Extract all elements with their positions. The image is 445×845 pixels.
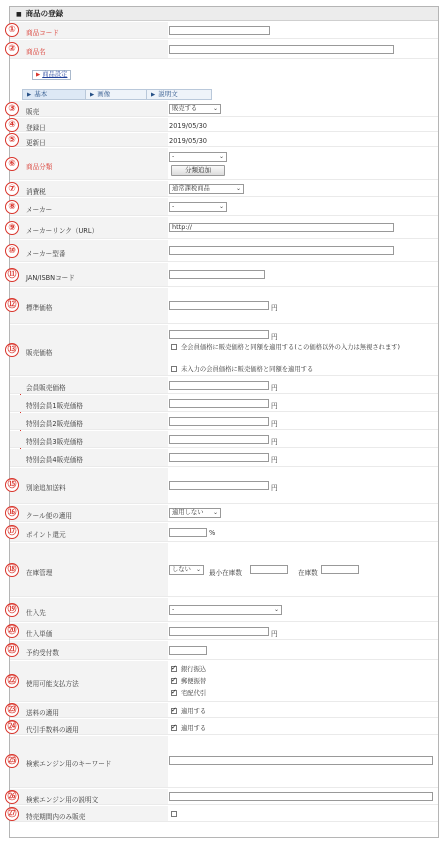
chevron-down-icon: ⌄ bbox=[218, 203, 224, 210]
row-special4-price bbox=[10, 449, 438, 467]
row-payment bbox=[7, 661, 438, 702]
row-supplier bbox=[7, 598, 438, 622]
min-stock-input[interactable] bbox=[250, 565, 288, 574]
tax-select[interactable]: 通常課税商品 ⌄ bbox=[169, 184, 244, 194]
row-standard-price bbox=[7, 288, 438, 324]
shipping-apply-option[interactable]: ✓ 適用する bbox=[171, 706, 206, 715]
label-seo-keywords: 検索エンジン用のキーワード bbox=[26, 760, 112, 768]
yen-unit: 円 bbox=[271, 420, 278, 428]
yen-unit: 円 bbox=[271, 333, 278, 341]
checkbox[interactable] bbox=[171, 366, 177, 372]
marker-27: ㉗ bbox=[5, 807, 19, 821]
supplier-select[interactable]: - ⌄ bbox=[169, 605, 282, 615]
label-cost: 仕入単価 bbox=[26, 630, 53, 638]
triangle-right-icon: ▶ bbox=[151, 92, 156, 98]
label-shipping-apply: 送料の適用 bbox=[26, 709, 59, 717]
row-cool bbox=[7, 505, 438, 522]
row-product-code bbox=[10, 22, 438, 39]
triangle-right-icon: ▶ bbox=[36, 72, 41, 78]
row-shipping-apply bbox=[7, 703, 438, 718]
marker-13: ⑬ bbox=[5, 343, 19, 357]
updated-date: 2019/05/30 bbox=[169, 137, 208, 145]
apply-all-members-option[interactable]: 全会員価格に販売価格と同額を適用する(この価格以外の入力は無視されます) bbox=[171, 343, 436, 352]
category-select[interactable]: - ⌄ bbox=[169, 152, 227, 162]
special2-price-input[interactable] bbox=[169, 417, 269, 426]
label-seo-desc: 検索エンジン用の説明文 bbox=[26, 796, 99, 804]
product-code-input[interactable] bbox=[169, 26, 270, 35]
label-period-only: 特売期間内のみ販売 bbox=[26, 813, 86, 821]
marker-6: ⑥ bbox=[5, 157, 19, 171]
chevron-down-icon: ⌄ bbox=[212, 105, 218, 112]
payment-option-bank[interactable]: ✓銀行振込 bbox=[171, 664, 206, 673]
row-jan bbox=[7, 263, 438, 287]
tab-description[interactable]: ▶ 説明文 bbox=[146, 89, 212, 100]
checkbox-checked[interactable] bbox=[171, 678, 177, 684]
triangle-right-icon: ▶ bbox=[27, 92, 32, 98]
checkbox-checked[interactable] bbox=[171, 725, 177, 731]
label-reservations: 予約受付数 bbox=[26, 649, 59, 657]
marker-2: ② bbox=[5, 42, 19, 56]
checkbox-checked[interactable] bbox=[171, 666, 177, 672]
label-stock-count: 在庫数 bbox=[298, 569, 318, 577]
sales-select[interactable]: 販売する ⌄ bbox=[169, 104, 221, 114]
label-tax: 消費税 bbox=[26, 188, 46, 196]
maker-model-input[interactable] bbox=[169, 246, 394, 255]
product-settings-link[interactable]: ▶ 商品設定 bbox=[32, 70, 71, 80]
marker-11: ⑪ bbox=[5, 268, 19, 282]
marker-26: ㉖ bbox=[5, 790, 19, 804]
marker-5: ⑤ bbox=[5, 133, 19, 147]
chevron-down-icon: ⌄ bbox=[235, 185, 241, 192]
label-standard-price: 標準価格 bbox=[26, 304, 53, 312]
yen-unit: 円 bbox=[271, 384, 278, 392]
seo-desc-input[interactable] bbox=[169, 792, 433, 801]
marker-7: ⑦ bbox=[5, 182, 19, 196]
row-seo-desc bbox=[7, 789, 438, 805]
period-only-checkbox[interactable] bbox=[171, 811, 177, 817]
marker-10: ⑩ bbox=[5, 244, 19, 258]
row-maker-link bbox=[10, 217, 438, 239]
label-maker: メーカー bbox=[26, 206, 53, 214]
label-maker-model: メーカー型番 bbox=[26, 250, 66, 258]
marker-12: ⑫ bbox=[5, 298, 19, 312]
marker-4: ④ bbox=[5, 118, 19, 132]
row-tax bbox=[10, 181, 438, 197]
member-price-input[interactable] bbox=[169, 381, 269, 390]
stock-select[interactable]: しない ⌄ bbox=[169, 565, 204, 575]
label-special3-price: 特別会員3販売価格 bbox=[26, 438, 83, 446]
row-special1-price bbox=[10, 395, 438, 412]
label-extra-shipping: 別途追加送料 bbox=[26, 484, 66, 492]
label-category: 商品分類 bbox=[26, 163, 53, 171]
chevron-down-icon: ⌄ bbox=[273, 606, 279, 613]
marker-23: ㉓ bbox=[5, 703, 19, 717]
panel-header: ■ 商品の登録 bbox=[10, 7, 438, 21]
label-payment: 使用可能支払方法 bbox=[26, 680, 79, 688]
jan-input[interactable] bbox=[169, 270, 265, 279]
row-reservations bbox=[7, 641, 438, 660]
row-points bbox=[7, 523, 438, 542]
label-special2-price: 特別会員2販売価格 bbox=[26, 420, 83, 428]
chevron-down-icon: ⌄ bbox=[212, 509, 218, 516]
product-registration-panel bbox=[9, 6, 439, 838]
apply-empty-members-option[interactable]: 未入力の会員価格に販売価格と同額を適用する bbox=[171, 364, 313, 373]
label-sales: 販売 bbox=[26, 108, 40, 116]
row-special3-price bbox=[10, 431, 438, 448]
row-category bbox=[10, 148, 438, 180]
label-supplier: 仕入先 bbox=[26, 609, 46, 617]
marker-9: ⑨ bbox=[5, 221, 19, 235]
percent-unit: % bbox=[209, 529, 216, 537]
payment-option-postal[interactable]: ✓郵便振替 bbox=[171, 676, 206, 685]
special3-price-input[interactable] bbox=[169, 435, 269, 444]
registered-date: 2019/05/30 bbox=[169, 122, 208, 130]
row-selling-price bbox=[7, 325, 438, 376]
row-member-price bbox=[10, 377, 438, 394]
row-seo-keywords bbox=[7, 736, 438, 788]
product-name-input[interactable] bbox=[169, 45, 394, 54]
points-input[interactable] bbox=[169, 528, 207, 537]
marker-19: ⑲ bbox=[5, 603, 19, 617]
label-member-price: 会員販売価格 bbox=[26, 384, 66, 392]
checkbox-checked[interactable] bbox=[171, 708, 177, 714]
yen-unit: 円 bbox=[271, 484, 278, 492]
row-updated bbox=[10, 133, 438, 147]
row-period-only bbox=[7, 806, 438, 822]
chevron-down-icon: ⌄ bbox=[218, 153, 224, 160]
row-special2-price bbox=[10, 413, 438, 430]
checkbox-checked[interactable] bbox=[171, 690, 177, 696]
marker-21: ㉑ bbox=[5, 643, 19, 657]
page-title: 商品の登録 bbox=[25, 9, 64, 18]
label-registered: 登録日 bbox=[26, 124, 46, 132]
label-maker-link: メーカーリンク（URL） bbox=[26, 227, 99, 235]
seo-keywords-input[interactable] bbox=[169, 756, 433, 765]
yen-unit: 円 bbox=[271, 456, 278, 464]
row-fee-apply bbox=[7, 719, 438, 735]
row-maker-model bbox=[10, 240, 438, 262]
label-special1-price: 特別会員1販売価格 bbox=[26, 402, 83, 410]
yen-unit: 円 bbox=[271, 630, 278, 638]
checkbox[interactable] bbox=[171, 344, 177, 350]
maker-select[interactable]: - ⌄ bbox=[169, 202, 227, 212]
label-fee-apply: 代引手数料の適用 bbox=[26, 726, 79, 734]
special1-price-input[interactable] bbox=[169, 399, 269, 408]
extra-shipping-input[interactable] bbox=[169, 481, 269, 490]
label-cool: クール便の適用 bbox=[26, 512, 73, 520]
special4-price-input[interactable] bbox=[169, 453, 269, 462]
selling-price-input[interactable] bbox=[169, 330, 269, 339]
marker-8: ⑧ bbox=[5, 200, 19, 214]
tab-images[interactable]: ▶ 画像 bbox=[85, 89, 147, 100]
row-stock bbox=[7, 543, 438, 597]
label-jan: JAN/ISBNコード bbox=[26, 274, 75, 282]
reservations-input[interactable] bbox=[169, 646, 207, 655]
row-extra-shipping bbox=[7, 468, 438, 504]
yen-unit: 円 bbox=[271, 304, 278, 312]
fee-apply-option[interactable]: ✓ 適用する bbox=[171, 723, 206, 732]
marker-24: ㉔ bbox=[5, 720, 19, 734]
marker-16: ⑯ bbox=[5, 506, 19, 520]
marker-20: ⑳ bbox=[5, 624, 19, 638]
marker-15: ⑮ bbox=[5, 478, 19, 492]
label-min-stock: 最小在庫数 bbox=[209, 569, 242, 577]
label-points: ポイント還元 bbox=[26, 531, 66, 539]
marker-17: ⑰ bbox=[5, 525, 19, 539]
label-special4-price: 特別会員4販売価格 bbox=[26, 456, 83, 464]
cool-select[interactable]: 適用しない ⌄ bbox=[169, 508, 221, 518]
marker-3: ③ bbox=[5, 102, 19, 116]
label-updated: 更新日 bbox=[26, 139, 46, 147]
triangle-right-icon: ▶ bbox=[90, 92, 95, 98]
payment-option-cod[interactable]: ✓宅配代引 bbox=[171, 688, 206, 697]
label-selling-price: 販売価格 bbox=[26, 349, 53, 357]
standard-price-input[interactable] bbox=[169, 301, 269, 310]
row-maker bbox=[10, 198, 438, 216]
label-product-code: 商品コード bbox=[26, 29, 59, 37]
add-category-button[interactable]: 分類追加 bbox=[171, 165, 225, 176]
label-stock: 在庫管理 bbox=[26, 569, 53, 577]
chevron-down-icon: ⌄ bbox=[195, 566, 201, 573]
stock-count-input[interactable] bbox=[321, 565, 359, 574]
row-sales bbox=[10, 101, 438, 117]
maker-link-input[interactable]: http:// bbox=[169, 223, 394, 232]
yen-unit: 円 bbox=[271, 438, 278, 446]
marker-22: ㉒ bbox=[5, 674, 19, 688]
row-product-name bbox=[10, 40, 438, 59]
marker-25: ㉕ bbox=[5, 754, 19, 768]
marker-18: ⑱ bbox=[5, 563, 19, 577]
row-cost bbox=[7, 623, 438, 640]
marker-1: ① bbox=[5, 23, 19, 37]
row-registered bbox=[10, 118, 438, 132]
cost-input[interactable] bbox=[169, 627, 269, 636]
tab-basic[interactable]: ▶ 基本 bbox=[22, 89, 86, 100]
label-product-name: 商品名 bbox=[26, 48, 46, 56]
yen-unit: 円 bbox=[271, 402, 278, 410]
